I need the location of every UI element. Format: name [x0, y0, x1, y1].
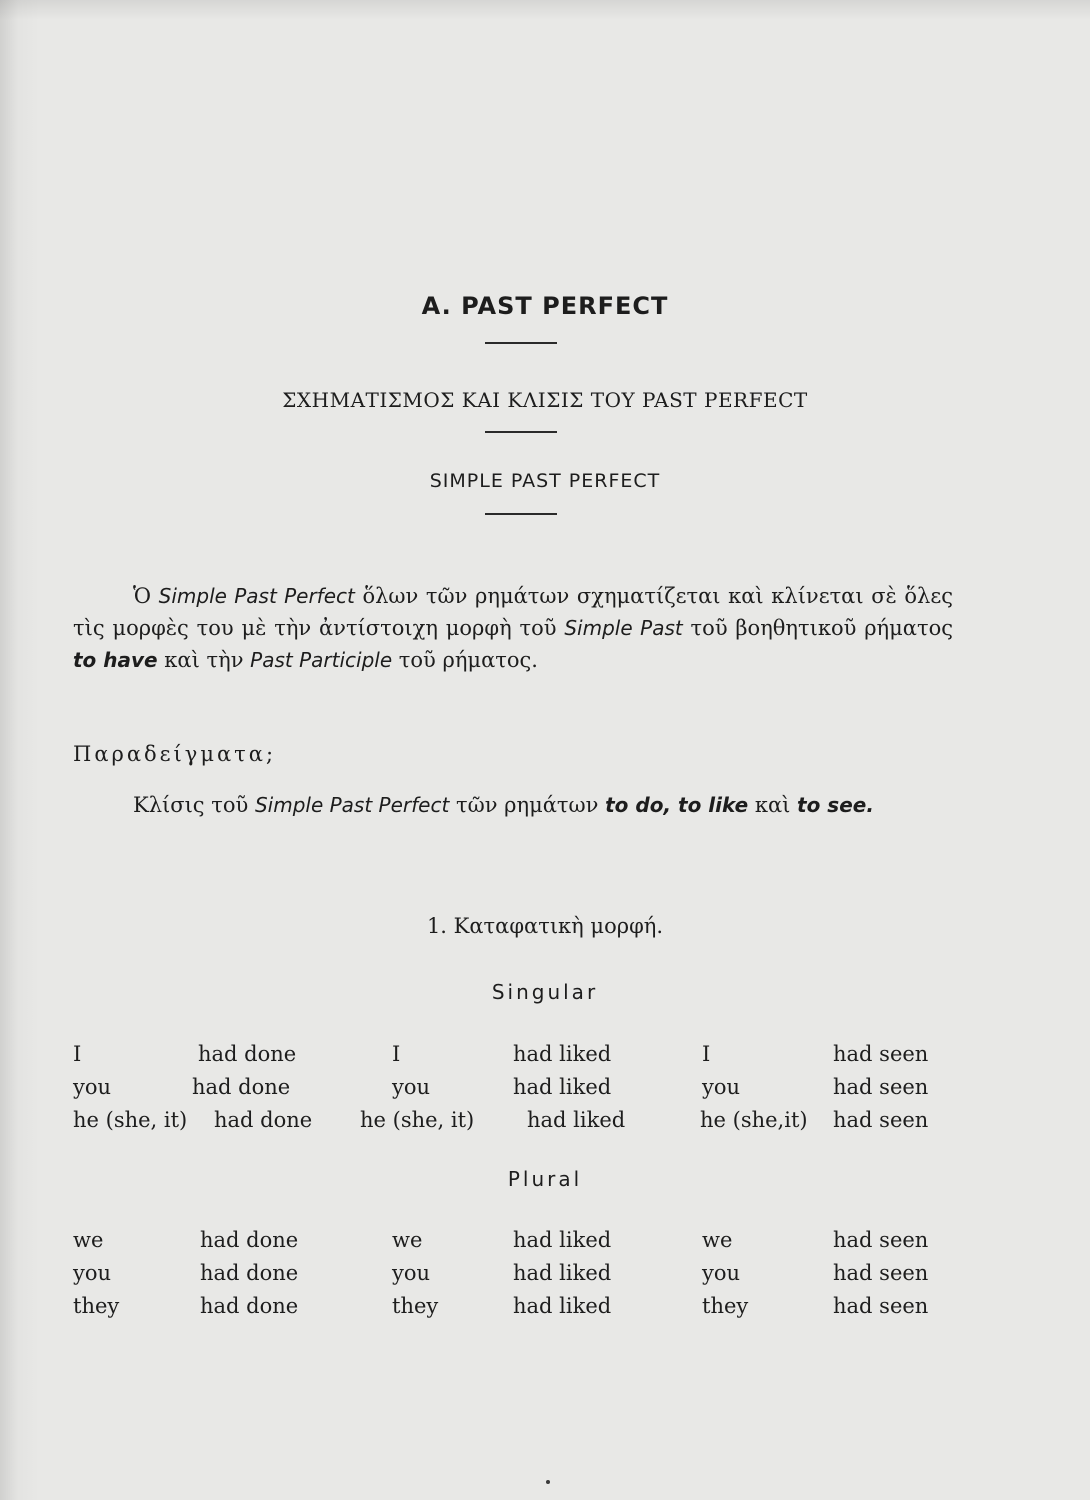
intro-text: Ὁ	[133, 584, 152, 608]
intro-term: Simple Past	[564, 616, 683, 640]
intro-text: τοῦ ρήματος.	[392, 648, 538, 672]
intro-term: Simple Past Perfect	[158, 584, 355, 608]
conj-text: καὶ	[748, 793, 798, 817]
conj-text: Κλίσις τοῦ	[133, 793, 255, 817]
verb-form: had liked	[513, 1294, 612, 1318]
conjugation-intro	[73, 789, 953, 821]
pronoun: you	[392, 1261, 431, 1285]
verb-form: had done	[198, 1042, 297, 1066]
singular-label: Singular	[491, 980, 599, 1004]
intro-text: ὅλων τῶν ρημάτων σχηματίζεται καὶ κλίνεται σὲ ὅλες τὶς μορφὲς του μὲ τὴν ἀντίστοιχη μορφὴ τοῦ	[73, 584, 954, 640]
pronoun: we	[392, 1228, 423, 1252]
pronoun: we	[73, 1228, 104, 1252]
verb-form: had seen	[833, 1108, 929, 1132]
verb-form: had seen	[833, 1042, 929, 1066]
pronoun: he (she, it)	[73, 1108, 188, 1132]
verb-form: had liked	[527, 1108, 626, 1132]
simple-past-perfect-subtitle: SIMPLE PAST PERFECT	[429, 470, 661, 492]
conj-term: to see.	[797, 793, 874, 817]
verb-form: had done	[214, 1108, 313, 1132]
verb-form: had seen	[833, 1075, 929, 1099]
verb-form: had seen	[833, 1294, 929, 1318]
pronoun: you	[702, 1261, 741, 1285]
verb-form: had done	[200, 1294, 299, 1318]
verb-form: had done	[192, 1075, 291, 1099]
verb-form: had liked	[513, 1075, 612, 1099]
pronoun: they	[702, 1294, 749, 1318]
pronoun: we	[702, 1228, 733, 1252]
chapter-heading: A. PAST PERFECT	[421, 292, 669, 320]
verb-form: had done	[200, 1261, 299, 1285]
pronoun: you	[392, 1075, 431, 1099]
pronoun: I	[392, 1042, 401, 1066]
pronoun: I	[702, 1042, 711, 1066]
conj-term: Simple Past Perfect	[254, 793, 450, 817]
pronoun: you	[73, 1261, 112, 1285]
intro-text: καὶ τὴν	[157, 648, 251, 672]
pronoun: they	[73, 1294, 120, 1318]
pronoun: he (she, it)	[360, 1108, 475, 1132]
scan-speck	[546, 1480, 550, 1484]
affirmative-form-title: 1. Καταφατικὴ μορφή.	[426, 914, 664, 938]
heading-rule	[485, 342, 557, 344]
pronoun: he (she,it)	[700, 1108, 808, 1132]
verb-form: had done	[200, 1228, 299, 1252]
pronoun: you	[702, 1075, 741, 1099]
pronoun: I	[73, 1042, 82, 1066]
verb-form: had liked	[513, 1042, 612, 1066]
conj-term: to do, to like	[605, 793, 749, 817]
plural-label: Plural	[507, 1167, 583, 1191]
pronoun: you	[73, 1075, 112, 1099]
examples-label: Παραδείγματα;	[73, 742, 277, 766]
verb-form: had liked	[513, 1228, 612, 1252]
verb-form: had liked	[513, 1261, 612, 1285]
subtitle2-rule	[485, 513, 557, 515]
intro-term: to have	[73, 648, 158, 672]
verb-form: had seen	[833, 1228, 929, 1252]
subtitle-rule	[485, 431, 557, 433]
intro-paragraph	[73, 580, 953, 676]
intro-term: Past Participle	[250, 648, 393, 672]
intro-text: τοῦ βοηθητικοῦ ρήματος	[682, 616, 953, 640]
verb-form: had seen	[833, 1261, 929, 1285]
conj-text: τῶν ρημάτων	[449, 793, 606, 817]
section-subtitle: ΣΧΗΜΑΤΙΣΜΟΣ ΚΑΙ ΚΛΙΣΙΣ ΤΟΥ PAST PERFECT	[282, 388, 808, 412]
pronoun: they	[392, 1294, 439, 1318]
